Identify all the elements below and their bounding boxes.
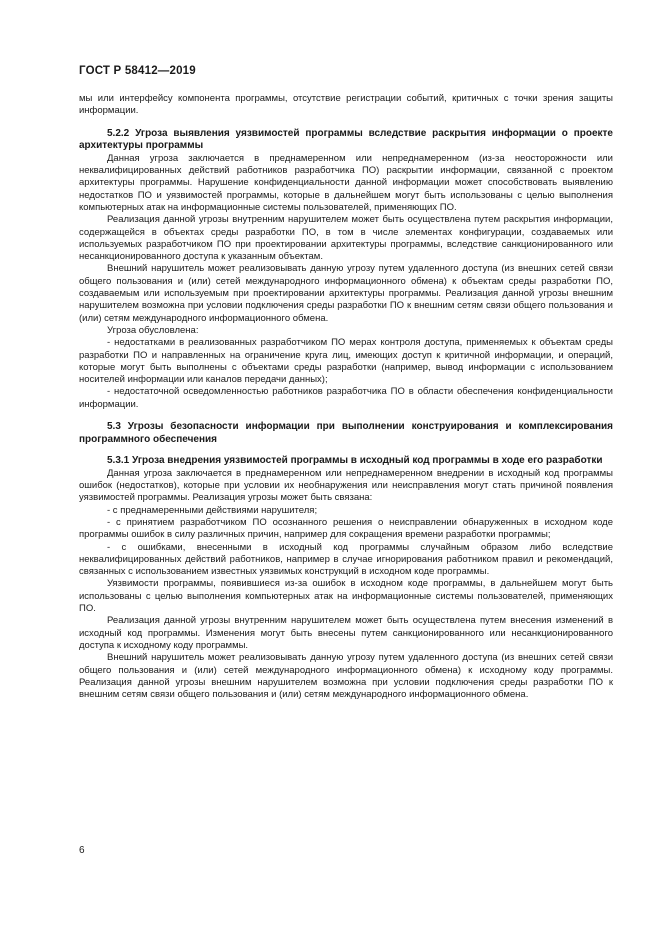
section-heading-5-3: 5.3 Угрозы безопасности информации при выполнении конструирования и комплексирования программного обеспечения <box>79 421 613 445</box>
list-item: - недостатками в реализованных разработчиком ПО мерах контроля доступа, применяемых к объектам среды разработки ПО и направленных на ограничение круга лиц, имеющих доступ к критичной информации, и операций, которые могут быть выполнены с объектами среды разработки (например, вывод информации с использованием носителей информации или каналов передачи данных); <box>79 337 613 386</box>
paragraph: Реализация данной угрозы внутренним нарушителем может быть осуществлена путем внесения изменений в исходный код программы. Изменения могут быть внесены путем санкционированного или несанкционированного доступа к исходному коду программы. <box>79 615 613 651</box>
paragraph: Данная угроза заключается в преднамеренном или непреднамеренном (из-за неосторожности или неквалифицированных действий работников разработчика ПО) раскрытии информации, связанной с проектом архитектуры программы. Нарушение конфиденциальности данной информации может способствовать выявлению недостатков ПО и уязвимостей программы, которые в дальнейшем могут быть использованы с целью выполнения компьютерных атак на информационные системы пользователей, применяющих ПО. <box>79 152 613 213</box>
list-item: - недостаточной осведомленностью работников разработчика ПО в области обеспечения конфиденциальности информации. <box>79 386 613 410</box>
page-number: 6 <box>79 845 85 856</box>
paragraph: Внешний нарушитель может реализовывать данную угрозу путем удаленного доступа (из внешних сетей связи общего пользования и (или) сетей международного информационного обмена) к исходному коду программы. Реализация данной угрозы внешним нарушителем возможна при условии подключения среды разработки ПО к внешним сетям связи общего пользования и (или) сетям международного информационного обмена. <box>79 652 613 701</box>
paragraph-continuation: мы или интерфейсу компонента программы, отсутствие регистрации событий, критичных с точки зрения защиты информации. <box>79 93 613 117</box>
list-item: - с принятием разработчиком ПО осознанного решения о неисправлении обнаруженных в исходном коде программы ошибок в силу различных причин, например для сокращения времени разработки программы; <box>79 516 613 541</box>
document-body <box>79 93 613 701</box>
paragraph: Внешний нарушитель может реализовывать данную угрозу путем удаленного доступа (из внешних сетей связи общего пользования и (или) сетей международного информационного обмена) к объектам среды разработки ПО, создаваемым или используемым при проектировании архитектуры программы. Реализация данной угрозы внешним нарушителем возможна при условии подключения среды разработки ПО к внешним сетям связи общего пользования и (или) сетям международного информационного обмена. <box>79 263 613 324</box>
paragraph: Угроза обусловлена: <box>107 324 199 336</box>
paragraph: Данная угроза заключается в преднамеренном или непреднамеренном внедрении в исходный код программы ошибок (недостатков), которые при условии их необнаружения или неисправления могут стать причиной появления уязвимостей программы. Реализация угрозы может быть связана: <box>79 467 613 504</box>
list-item: - с ошибками, внесенными в исходный код программы случайным образом либо вследствие неквалифицированных действий работников, например в случае игнорирования работником правил и рекомендаций, связанных с использованием известных уязвимых конструкций в исходном коде программы. <box>79 541 613 578</box>
document-header: ГОСТ Р 58412—2019 <box>79 65 196 77</box>
paragraph: Уязвимости программы, появившиеся из-за ошибок в исходном коде программы, в дальнейшем могут быть использованы с целью выполнения компьютерных атак на информационные системы пользователей, применяющих ПО. <box>79 578 613 615</box>
paragraph: Реализация данной угрозы внутренним нарушителем может быть осуществлена путем раскрытия информации, содержащейся в объектах среды разработки ПО, в том в числе элементах конфигурации, создаваемых или используемых разработчиком ПО при проектировании архитектуры программы, вследствие санкционированного или несанкционированного доступа к указанным объектам. <box>79 214 613 263</box>
section-heading-5-3-1: 5.3.1 Угроза внедрения уязвимостей программы в исходный код программы в ходе его разработки <box>107 455 603 467</box>
list-item: - с преднамеренными действиями нарушителя; <box>107 504 318 516</box>
section-heading-5-2-2: 5.2.2 Угроза выявления уязвимостей программы вследствие раскрытия информации о проекте архитектуры программы <box>79 127 613 152</box>
